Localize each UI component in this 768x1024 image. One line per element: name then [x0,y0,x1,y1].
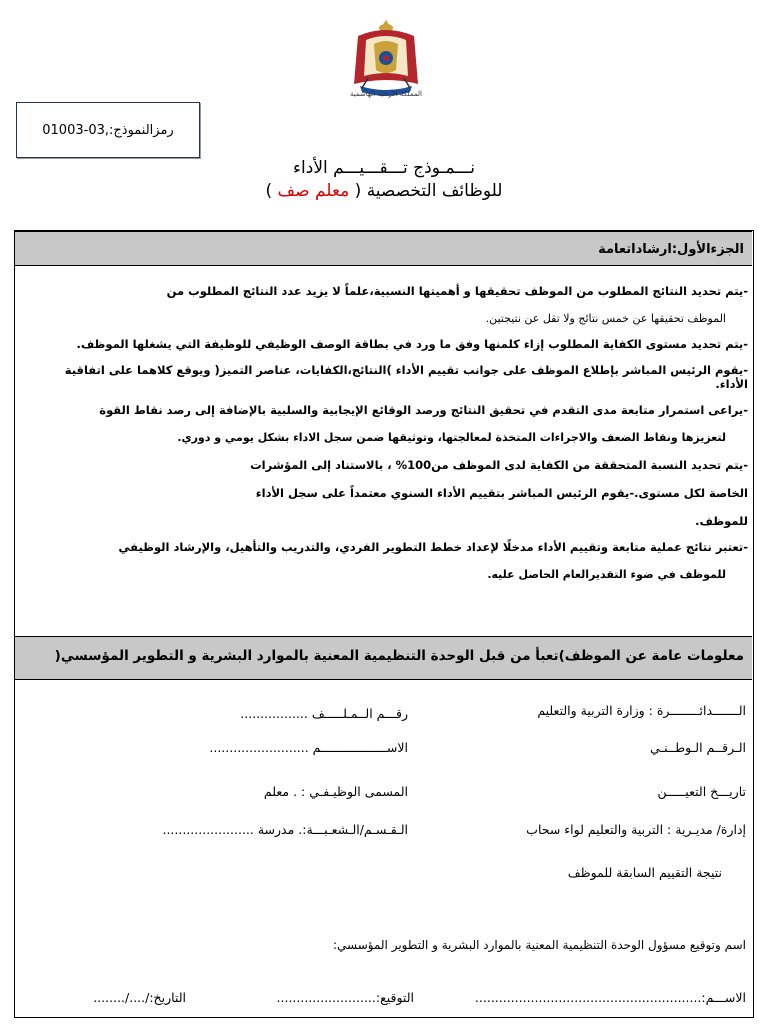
guideline: لتعزيزها ونقاط الضعف والاجراءات المتخذة لمعالجتها، وتوثيقها ضمن سجل الاداء بشكل يومي و دوري. [177,431,726,444]
previous-result-field: نتيجة التقييم السابقة للموظف [567,865,722,880]
national-number-field: الـرقــم الـوطــنـي [650,740,746,755]
administration-field: إدارة/ مديـرية : التربية والتعليم لواء سحاب [526,822,746,837]
subtitle-suffix: ) [265,181,273,201]
guideline: للموظف في ضوء التقديرالعام الحاصل عليه. [487,568,726,581]
appointment-date-field: تاريـــخ التعيـــــن [657,784,746,799]
signature-field: التوقيع:......................... [276,990,414,1005]
department-field: الـقـسـم/الـشعـبـــة:. مدرسة ....................... [162,822,408,837]
name-field: الاســــــــــــــــــم ......................... [209,740,408,755]
guideline: -يقوم الرئيس المباشر بإطلاع الموظف على جوانب تقييم الأداء )النتائج،الكفايات، عناصر التميز( ويوقع كلاهما على اتفاقية الأداء. [64,363,748,391]
form-code-box [16,102,200,158]
subtitle-prefix: للوظائف التخصصية ( [354,181,503,201]
guideline: للموظف. [695,514,748,528]
form-title: نـــمـوذج تـــقـــيـــم الأداء [293,158,475,178]
form-subtitle [0,181,768,201]
guideline: الخاصة لكل مستوى.-يقوم الرئيس المباشر بتقييم الأداء السنوي معتمداً على سجل الأداء [255,486,748,500]
guideline: -يراعى استمرار متابعة مدى التقدم في تحقيق النتائج ورصد الوقائع الإيجابية والسلبية بالإضافة إلى رصد نقاط القوة [99,403,748,417]
directorate-field: الـــــــدائــــــــرة : وزارة التربية والتعليم [537,703,746,718]
signature-date-field: التاريخ:/..../........ [93,990,186,1005]
form-code: رمزالنموذج:,03-01003 [42,122,174,138]
guideline: -تعتبر نتائج عملية متابعة وتقييم الأداء مدخلًا لإعداد خطط التطوير الفردي، والتدريب والتأهيل، والإرشاد الوظيفي [118,540,748,554]
guideline: -يتم تحديد النسبة المتحققة من الكفاية لدى الموظف من100% ، بالاستناد إلى المؤشرات [250,458,748,472]
guideline: -يتم تحديد النتائج المطلوب من الموظف تحقيقها و أهميتها النسبية،علماً لا يزيد عدد النتائج المطلوب من [166,284,748,298]
signature-name-field: الاســـم:......................................................... [474,990,746,1005]
emblem-caption: المملكة الأردنية الهاشمية [349,90,423,98]
guideline: -يتم تحديد مستوى الكفاية المطلوب إزاء كلمنها وفق ما ورد في بطاقة الوصف الوظيفي للوظيفة التي يشغلها الموظف. [76,337,748,351]
job-title-field: المسمى الوظيـفـي : . معلم [263,784,408,799]
hr-official-label: اسم وتوقيع مسؤول الوحدة التنظيمية المعنية بالموارد البشرية و التطوير المؤسسي: [332,938,746,952]
guideline: الموظف تحقيقها عن خمس نتائج ولا تقل عن نتيجتين. [485,312,726,325]
guidelines-list [30,278,752,581]
part1-heading: الجزءالأول:ارشاداتعامة [15,231,752,266]
part2-heading: معلومات عامة عن الموظف)تعبأ من قبل الوحدة التنظيمية المعنية بالموارد البشرية و التطوير المؤسسي( [15,636,752,680]
subtitle-job-highlight: معلم صف [272,181,355,201]
file-number-field: رقـــم الــمـلـــــف ................. [240,706,408,721]
